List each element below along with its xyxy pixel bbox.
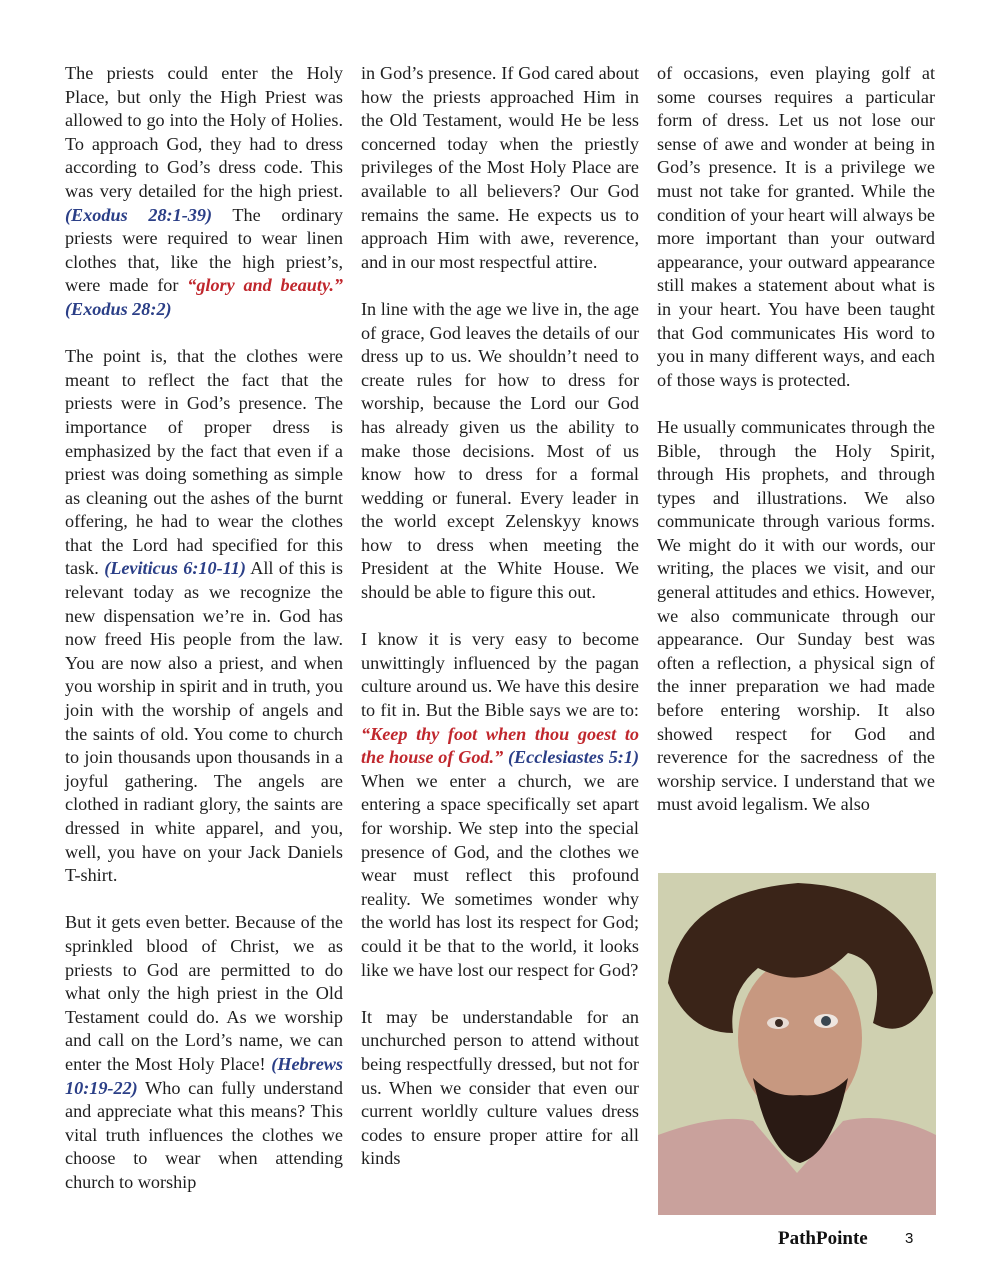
- article-paragraph: [657, 62, 935, 392]
- body-text: All of this is relevant today as we recognize the new dispensation we’re in. God has now freed His people from the law. You are now also a priest, and when you worship in spirit and in truth, you join with the worship of angels and the saints of old. You come to church to join thousands upon thousands in a joyful gathering. The angels are clothed in radiant glory, the saints are dressed in white apparel, and you, well, you have on your Jack Daniels T-shirt.: [65, 558, 343, 886]
- body-text: I know it is very easy to become unwittingly influenced by the pagan culture around us. We have this desire to fit in. But the Bible says we are to:: [361, 629, 639, 721]
- article-column-3: [657, 62, 935, 841]
- scripture-reference: (Exodus 28:2): [65, 298, 172, 319]
- body-text: The ordinary priests were required to wear linen clothes that, like the high priest’s, were made for: [65, 204, 343, 296]
- body-text: It may be understandable for an unchurched person to attend without being respectfully dressed, but not for us. When we consider that even our current worldly culture values dress codes to ensure proper attire for all kinds: [361, 1006, 639, 1169]
- article-paragraph: [65, 62, 343, 322]
- publication-name: PathPointe: [778, 1228, 868, 1249]
- article-paragraph: [65, 345, 343, 888]
- portrait-photo: [658, 873, 936, 1215]
- body-text: He usually communicates through the Bible, through the Holy Spirit, through His prophets, and through types and illustrations. We also communicate through various forms. We might do it with our words, our writing, the places we visit, and our general attitudes and ethics. However, we also communicate through our appearance. Our Sunday best was often a reflection, a physical sign of the inner preparation we had made before entering worship. It also showed respect for God and reverence for the sacredness of the worship service. I understand that we must avoid legalism. We also: [657, 416, 935, 815]
- body-text: in God’s presence. If God cared about how the priests approached Him in the Old Testament, would He be less concerned today when the priestly privileges of the Most Holy Place are available to all believers? Our God remains the same. He expects us to approach Him with awe, reverence, and in our most respectful attire.: [361, 63, 639, 272]
- body-text: In line with the age we live in, the age of grace, God leaves the details of our dress up to us. We shouldn’t need to create rules for how to dress for worship, because the Lord our God has already given us the ability to make those decisions. Most of us know how to dress for a formal wedding or funeral. Every leader in the world except Zelenskyy knows how to dress when meeting the President at the White House. We should be able to figure this out.: [361, 298, 639, 603]
- article-paragraph: [361, 1006, 639, 1171]
- body-text: of occasions, even playing golf at some courses requires a particular form of dress. Let us not lose our sense of awe and wonder at being in God’s presence. It is a privilege we must not take for granted. While the condition of your heart will always be more important than your outward appearance, your outward appearance still makes a statement about what is in your heart. You have been taught that God communicates His word to you in many different ways, and each of those ways is protected.: [657, 63, 935, 390]
- body-text: Who can fully understand and appreciate what this means? This vital truth influences the clothes we choose to wear when attending church to worship: [65, 1077, 343, 1192]
- scripture-reference: (Ecclesiastes 5:1): [507, 747, 639, 768]
- body-text: The priests could enter the Holy Place, but only the High Priest was allowed to go into the Holy of Holies. To approach God, they had to dress according to God’s dress code. This was very detailed for the high priest.: [65, 63, 343, 201]
- scripture-quote: “Keep thy foot when thou goest to the house of God.”: [361, 723, 639, 768]
- article-column-2: [361, 62, 639, 1195]
- scripture-reference: (Exodus 28:1-39): [65, 204, 213, 225]
- article-paragraph: [657, 416, 935, 817]
- article-paragraph: [65, 911, 343, 1194]
- scripture-reference: (Hebrews 10:19-22): [65, 1053, 343, 1098]
- scripture-reference: (Leviticus 6:10-11): [104, 558, 246, 579]
- article-paragraph: [361, 62, 639, 274]
- body-text: When we enter a church, we are entering a space specifically set apart for worship. We step into the special presence of God, and the clothes we wear must reflect this profound reality. We sometimes wonder why the world has lost its respect for God; could it be that to the world, it looks like we have lost our respect for God?: [361, 770, 639, 980]
- article-column-1: [65, 62, 343, 1218]
- portrait-illustration-icon: [658, 873, 936, 1215]
- body-text: The point is, that the clothes were meant to reflect the fact that the priests were in God’s presence. The importance of proper dress is emphasized by the fact that even if a priest was doing something as simple as cleaning out the ashes of the burnt offering, he had to wear the clothes that the Lord had specified for this task.: [65, 346, 343, 579]
- article-paragraph: [361, 628, 639, 982]
- page-number: 3: [905, 1230, 914, 1247]
- body-text: But it gets even better. Because of the sprinkled blood of Christ, we as priests to God are permitted to do what only the high priest in the Old Testament could do. As we worship and call on the Lord’s name, we can enter the Most Holy Place!: [65, 912, 343, 1074]
- scripture-quote: “glory and beauty.”: [187, 275, 343, 296]
- article-paragraph: [361, 298, 639, 605]
